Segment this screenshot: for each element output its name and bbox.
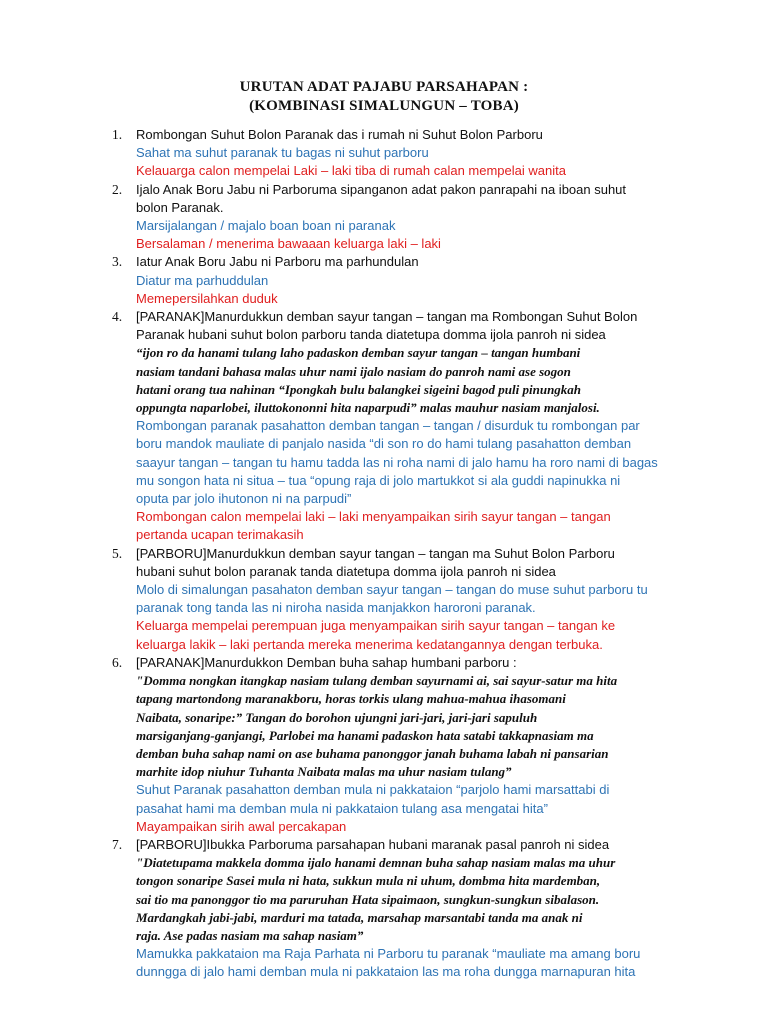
- list-item: [112, 126, 684, 181]
- list-item-line: [PARANAK]Manurdukkun demban sayur tangan – tangan ma Rombongan Suhut Bolon: [136, 309, 638, 325]
- list-item-line: [PARBORU]Ibukka Parboruma parsahapan hubani maranak pasal panroh ni sidea: [136, 836, 610, 852]
- list-item-line: marhite idop niuhur Tuhanta Naibata malas ma uhur nasiam tulang”: [136, 764, 512, 780]
- list-item-line: [PARANAK]Manurdukkon Demban buha sahap humbani parboru :: [136, 654, 517, 670]
- document-title-line-2: (KOMBINASI SIMALUNGUN – TOBA): [249, 98, 519, 114]
- list-item-line: mu songon hata ni situa – tua “opung raja di jolo martukkot si ala guddi napinukka ni: [136, 472, 621, 488]
- list-item-number: 3.: [112, 254, 123, 270]
- list-item-line: hubani suhut bolon paranak tanda diatetupa domma ijola panroh ni sidea: [136, 563, 556, 579]
- list-item-line: Paranak hubani suhut bolon parboru tanda diatetupa domma ijola panroh ni sidea: [136, 327, 606, 343]
- list-item-line: Rombongan paranak pasahatton demban tangan – tangan / disurduk tu rombongan par: [136, 418, 640, 434]
- list-item: [112, 253, 684, 308]
- list-item: [112, 654, 684, 836]
- list-item-line: Memepersilahkan duduk: [136, 290, 278, 306]
- list-item-line: paranak tong tanda las ni niroha nasida manjakkon haroroni paranak.: [136, 600, 536, 616]
- list-item-line: tongon sonaripe Sasei mula ni hata, sukkun mula ni uhum, dombma hita mardemban,: [136, 873, 601, 889]
- list-item-line: "Domma nongkan itangkap nasiam tulang demban sayurnami ai, sai sayur-satur ma hita: [136, 673, 618, 689]
- list-item-line: Diatur ma parhuddulan: [136, 272, 269, 288]
- list-item-line: “ijon ro da hanami tulang laho padaskon demban sayur tangan – tangan humbani: [136, 345, 581, 361]
- list-item-line: [PARBORU]Manurdukkun demban sayur tangan – tangan ma Suhut Bolon Parboru: [136, 545, 615, 561]
- numbered-list: [112, 126, 684, 982]
- list-item-line: Naibata, sonaripe:” Tangan do borohon ujungni jari-jari, jari-jari sapuluh: [136, 709, 538, 725]
- list-item-line: oputa par jolo ihutonon ni na parpudi”: [136, 491, 352, 507]
- list-item-line: demban buha sahap nami on ase buhama panonggor janah buhama labah ni pansarian: [136, 745, 609, 761]
- list-item-line: "Diatetupama makkela domma ijalo hanami demnan buha sahap nasiam malas ma uhur: [136, 855, 616, 871]
- list-item-line: Mamukka pakkataion ma Raja Parhata ni Parboru tu paranak “mauliate ma amang boru: [136, 946, 641, 962]
- list-item-number: 6.: [112, 654, 123, 670]
- list-item-number: 4.: [112, 309, 123, 325]
- list-item-line: Kelauarga calon mempelai Laki – laki tiba di rumah calan mempelai wanita: [136, 163, 566, 179]
- list-item-line: Rombongan calon mempelai laki – laki menyampaikan sirih sayur tangan – tangan: [136, 509, 611, 525]
- list-item-line: Mardangkah jabi-jabi, marduri ma tatada, marsahap marsantabi tanda ma anak ni: [136, 909, 583, 925]
- list-item-line: pasahat hami ma demban mula ni pakkataion tulang asa mengatai hita”: [136, 800, 548, 816]
- document-title-line-1: URUTAN ADAT PAJABU PARSAHAPAN :: [239, 79, 529, 95]
- list-item: [112, 308, 684, 545]
- list-item-line: sai tio ma panonggor tio ma paruruhan Hata sipaimaon, sungkun-sungkun sibalason.: [136, 891, 600, 907]
- list-item-line: Sahat ma suhut paranak tu bagas ni suhut parboru: [136, 145, 429, 161]
- list-item-line: Mayampaikan sirih awal percakapan: [136, 818, 347, 834]
- list-item-line: Marsijalangan / majalo boan boan ni paranak: [136, 218, 396, 234]
- list-item-line: tapang martondong maranakboru, horas torkis ulang mahua-mahua ihasomani: [136, 691, 566, 707]
- list-item-line: raja. Ase padas nasiam ma sahap nasiam”: [136, 927, 364, 943]
- list-item-line: boru mandok mauliate di panjalo nasida “di son ro do hami tulang pasahatton demban: [136, 436, 632, 452]
- list-item: [112, 836, 684, 982]
- list-item-number: 7.: [112, 836, 123, 852]
- list-item-line: Molo di simalungan pasahaton demban sayur tangan – tangan do muse suhut parboru tu: [136, 582, 648, 598]
- list-item-line: dunngga di jalo hami demban mula ni pakkataion las ma roha dungga marnapuran hita: [136, 964, 636, 980]
- list-item-number: 2.: [112, 181, 123, 197]
- list-item: [112, 545, 684, 654]
- list-item-line: nasiam tandani bahasa malas uhur nami ijalo nasiam do panroh nami ase sogon: [136, 363, 571, 379]
- list-item-line: saayur tangan – tangan tu hamu tadda las ni roha nami di jalo hamu ha roro nami di bagas: [136, 454, 658, 470]
- list-item-number: 1.: [112, 127, 123, 142]
- list-item-line: marsiganjang-ganjangi, Parlobei ma hanami padaskon hata satabi takkapnasiam ma: [136, 727, 594, 743]
- list-item-line: keluarga lakik – laki pertanda mereka menerima kedatangannya dengan terbuka.: [136, 636, 603, 652]
- list-item-line: Ijalo Anak Boru Jabu ni Parboruma sipanganon adat pakon panrapahi na iboan suhut: [136, 181, 627, 197]
- list-item: [112, 181, 684, 254]
- list-item-line: Iatur Anak Boru Jabu ni Parboru ma parhundulan: [136, 254, 419, 270]
- list-item-line: Suhut Paranak pasahatton demban mula ni pakkataion “parjolo hami marsattabi di: [136, 782, 610, 798]
- list-item-line: Keluarga mempelai perempuan juga menyampaikan sirih sayur tangan – tangan ke: [136, 618, 616, 634]
- list-item-number: 5.: [112, 545, 123, 561]
- list-item-line: bolon Paranak.: [136, 199, 224, 215]
- list-item-line: Bersalaman / menerima bawaaan keluarga laki – laki: [136, 236, 441, 252]
- list-item-line: pertanda ucapan terimakasih: [136, 527, 304, 543]
- list-item-line: oppungta naparlobei, iluttokononni hita naparpudi” malas mauhur nasiam manjalosi.: [136, 400, 600, 416]
- list-item-line: hatani orang tua nahinan “Ipongkah bulu balangkei sigeini bagod puli pinungkah: [136, 381, 582, 397]
- list-item-line: Rombongan Suhut Bolon Paranak das i rumah ni Suhut Bolon Parboru: [136, 127, 543, 142]
